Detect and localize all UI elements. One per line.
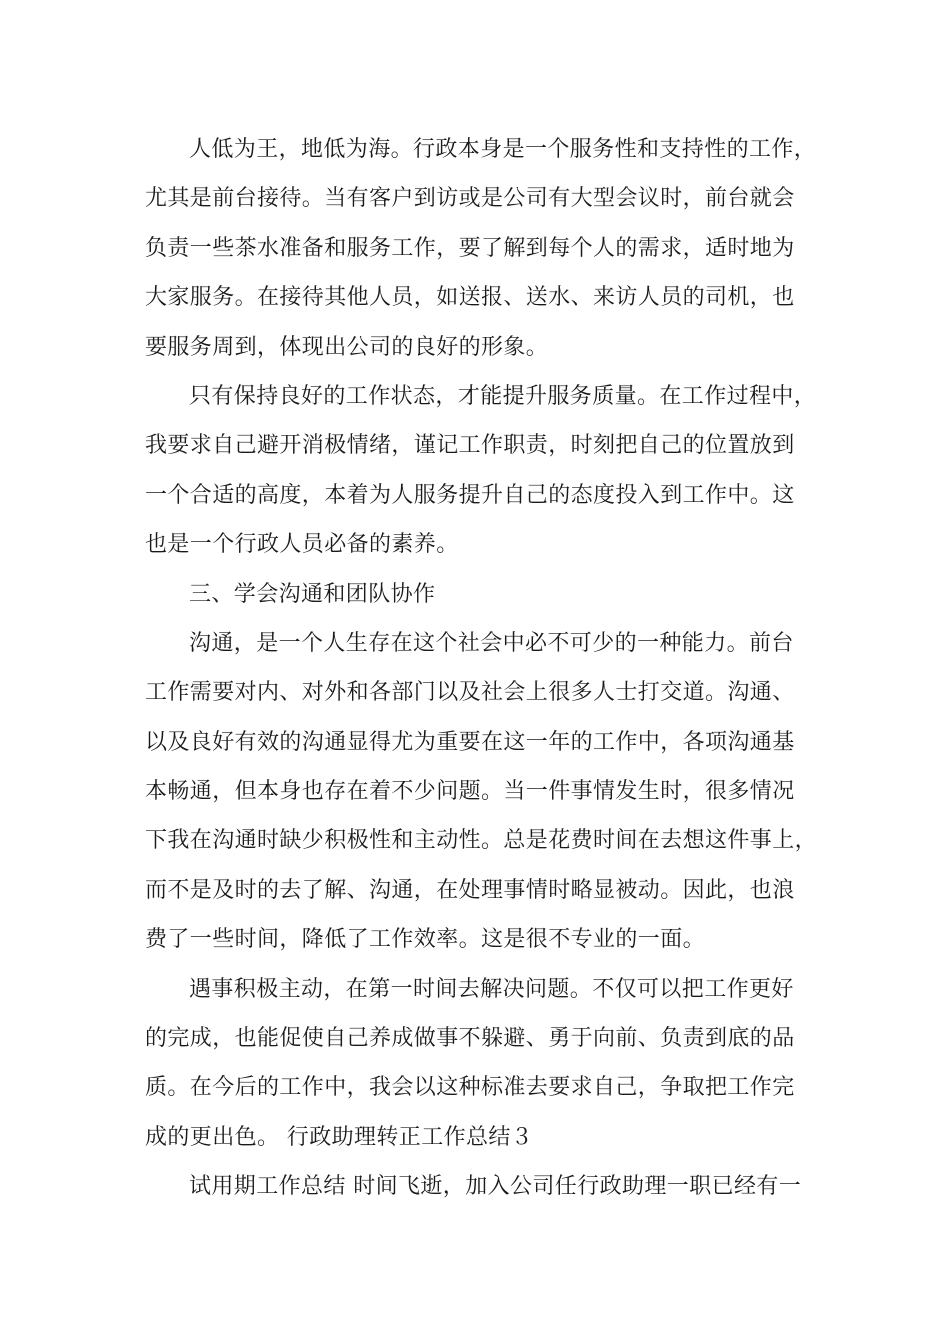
text-line: 试用期工作总结 时间飞逝，加入公司任行政助理一职已经有一 bbox=[189, 1174, 802, 1200]
text-line: 人低为王，地低为海。行政本身是一个服务性和支持性的工作， bbox=[189, 137, 817, 162]
text-line: 工作需要对内、对外和各部门以及社会上很多人士打交道。沟通、 bbox=[145, 680, 795, 706]
text-line: 的完成，也能促使自己养成做事不躲避、勇于向前、负责到底的品 bbox=[145, 1026, 795, 1052]
text-line: 沟通，是一个人生存在这个社会中必不可少的一种能力。前台 bbox=[189, 630, 794, 656]
text-line: 负责一些茶水准备和服务工作，要了解到每个人的需求，适时地为 bbox=[145, 235, 795, 261]
text-line: 只有保持良好的工作状态，才能提升服务质量。在工作过程中， bbox=[189, 383, 817, 409]
text-line: 遇事积极主动，在第一时间去解决问题。不仅可以把工作更好 bbox=[189, 976, 794, 1002]
text-line: 三、学会沟通和团队协作 bbox=[189, 581, 436, 607]
text-line: 尤其是前台接待。当有客户到访或是公司有大型会议时，前台就会 bbox=[145, 186, 795, 212]
text-line: 大家服务。在接待其他人员，如送报、送水、来访人员的司机，也 bbox=[145, 285, 795, 311]
text-line: 成的更出色。 行政助理转正工作总结３ bbox=[145, 1124, 534, 1150]
text-line: 而不是及时的去了解、沟通，在处理事情时略显被动。因此，也浪 bbox=[145, 877, 795, 903]
text-line: 也是一个行政人员必备的素养。 bbox=[145, 532, 459, 558]
text-line: 我要求自己避开消极情绪，谨记工作职责，时刻把自己的位置放到 bbox=[145, 433, 795, 459]
text-line: 质。在今后的工作中，我会以这种标准去要求自己，争取把工作完 bbox=[145, 1075, 795, 1101]
document-body bbox=[145, 125, 825, 1212]
text-line: 以及良好有效的沟通显得尤为重要在这一年的工作中，各项沟通基 bbox=[145, 729, 795, 755]
text-line: 要服务周到，体现出公司的良好的形象。 bbox=[145, 334, 549, 360]
text-line: 一个合适的高度，本着为人服务提升自己的态度投入到工作中。这 bbox=[145, 482, 795, 508]
text-line: 费了一些时间，降低了工作效率。这是很不专业的一面。 bbox=[145, 927, 706, 953]
text-line: 本畅通，但本身也存在着不少问题。当一件事情发生时，很多情况 bbox=[145, 779, 795, 805]
text-line: 下我在沟通时缺少积极性和主动性。总是花费时间在去想这件事上， bbox=[145, 828, 818, 854]
